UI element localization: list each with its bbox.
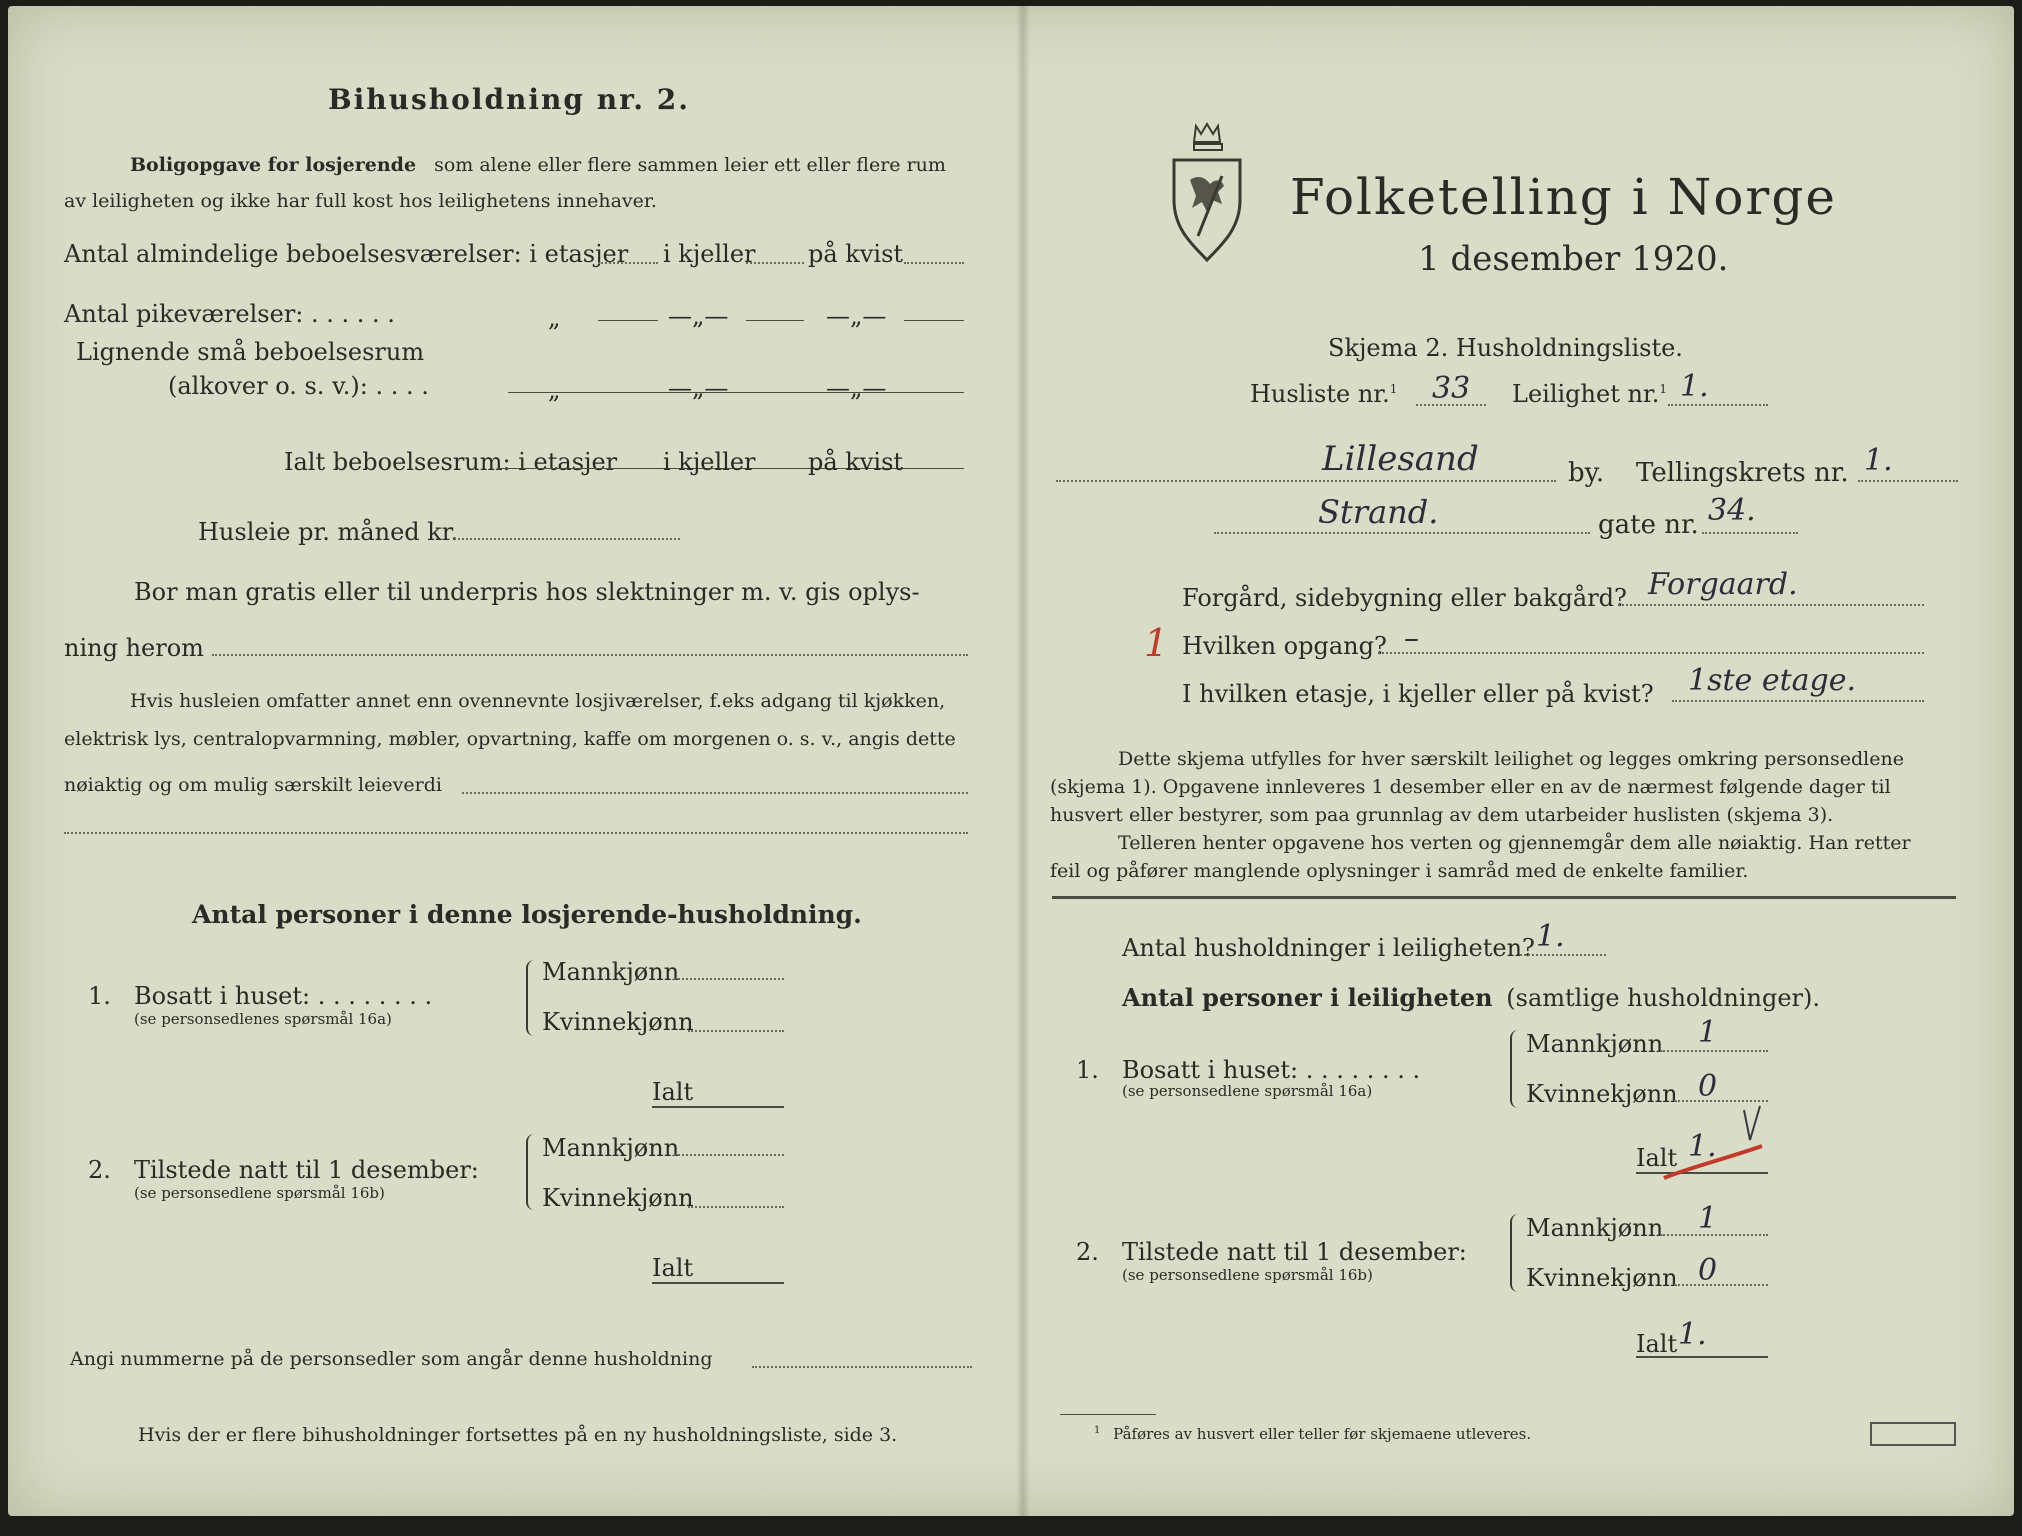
left-footer: Hvis der er flere bihusholdninger fortsettes på en ny husholdningsliste, side 3. [138,1424,898,1446]
right-q2-ialt-field[interactable] [1636,1356,1768,1358]
left-q1-brace [526,960,538,1036]
opgang-label: Hvilken opgang? [1182,632,1387,660]
right-q1-ialt-label: Ialt [1636,1144,1678,1172]
gate-field[interactable] [1214,532,1590,534]
left-antal-heading: Antal personer i denne losjerende-husholdning. [192,900,862,929]
bor-field[interactable] [212,654,968,656]
husleie-field[interactable] [454,538,680,540]
etasje-field[interactable] [1672,700,1924,702]
row-lignende-label-1: Lignende små beboelsesrum [76,338,425,366]
right-q1-brace [1510,1030,1522,1108]
right-q2-brace [1510,1214,1522,1292]
opgang-field[interactable] [1378,652,1924,654]
etasjer-field[interactable] [598,262,658,264]
right-q1-ialt-value: 1. [1688,1129,1717,1164]
intro-line2: av leiligheten og ikke har full kost hos leilighetens innehaver. [64,190,657,212]
paa-kvist-label: på kvist [808,448,904,476]
by-field[interactable] [1056,480,1556,482]
right-q2-label: Tilstede natt til 1 desember: [1122,1238,1467,1266]
antal-hush-field[interactable] [1520,954,1606,956]
ditto-mark: —„— [668,374,729,402]
gate-nr-field[interactable] [1702,532,1798,534]
right-q1-num: 1. [1076,1056,1099,1084]
by-label: by. [1568,458,1605,488]
right-footnote: $^1$ Påføres av husvert eller teller før skjemaene utleveres. [1094,1425,1532,1443]
right-q1-mann-value: 1 [1698,1015,1718,1050]
left-q2-num: 2. [88,1156,111,1184]
left-title: Bihusholdning nr. 2. [328,83,690,116]
right-q2-ialt-label: Ialt [1636,1330,1678,1358]
tellingskrets-label: Tellingskrets nr. [1636,458,1849,488]
leieverdi-field[interactable] [462,792,968,794]
left-q2-kvinne-field[interactable] [688,1206,784,1208]
kjeller-field[interactable] [746,262,804,264]
pike-etasjer-field[interactable] [598,320,658,321]
left-q1-label: Bosatt i huset: . . . . . . . . [134,982,433,1010]
check-mark-icon [1658,1102,1768,1182]
right-q1-mann-field[interactable] [1660,1050,1768,1052]
intro-line1: Boligopgave for losjerende som alene eller flere sammen leier ett eller flere rum [130,154,946,176]
right-q2-kvinne-field[interactable] [1674,1284,1768,1286]
etasje-value: 1ste etage. [1688,663,1857,698]
row-pikevaerelser-label: Antal pikeværelser: . . . . . . [64,300,395,328]
etasje-label: I hvilken etasje, i kjeller eller på kvist? [1182,680,1654,708]
bor-line1: Bor man gratis eller til underpris hos slektninger m. v. gis oplys- [134,578,920,606]
ditto-mark: „ [548,304,561,332]
right-q2-kvinne-value: 0 [1698,1253,1718,1288]
info-line3: husvert eller bestyrer, som paa grunnlag av dem utarbeider huslisten (skjema 3). [1050,804,1834,826]
pike-kvist-field[interactable] [904,320,964,321]
hvis-line3: nøiaktig og om mulig særskilt leieverdi [64,774,442,796]
right-q2-num: 2. [1076,1238,1099,1266]
leilighet-value: 1. [1680,369,1709,404]
angi-label: Angi nummerne på de personsedler som angår denne husholdning [70,1348,713,1370]
pike-kjeller-field[interactable] [746,320,804,321]
forgard-label: Forgård, sidebygning eller bakgård? [1182,584,1627,612]
husliste-label: Husliste nr.$^1$ [1250,380,1398,408]
gate-value: Strand. [1318,493,1439,531]
antal-hush-label: Antal husholdninger i leiligheten? [1122,934,1535,962]
left-q2-kvinne-label: Kvinnekjønn [542,1184,694,1212]
right-q2-sub: (se personsedlene spørsmål 16b) [1122,1266,1373,1284]
right-q1-label: Bosatt i huset: . . . . . . . . [1122,1056,1421,1084]
info-line4: Telleren henter opgavene hos verten og gjennemgår dem alle nøiaktig. Han retter [1118,832,1911,854]
forgard-value: Forgaard. [1648,567,1798,602]
left-q1-kvinne-field[interactable] [688,1030,784,1032]
info-line1: Dette skjema utfylles for hver særskilt leilighet og legges omkring personsedlene [1118,748,1904,770]
left-q2-brace [526,1134,538,1210]
opgang-value: – [1404,621,1419,656]
forgard-field[interactable] [1618,604,1924,606]
right-q1-kvinne-label: Kvinnekjønn [1526,1080,1678,1108]
left-q1-kvinne-label: Kvinnekjønn [542,1008,694,1036]
footnote-rule [1060,1414,1156,1415]
i-kjeller-label: i kjeller [663,240,756,268]
antal-hush-value: 1. [1536,919,1565,954]
leilighet-label: Leilighet nr.$^1$ [1512,380,1668,408]
tellingskrets-value: 1. [1864,443,1893,478]
left-q2-mann-label: Mannkjønn [542,1134,680,1162]
right-date: 1 desember 1920. [1418,239,1729,279]
page-fold [1016,6,1030,1516]
hvis-line2: elektrisk lys, centralopvarmning, møbler, opvartning, kaffe om morgenen o. s. v., angis dette [64,728,956,750]
husleie-label: Husleie pr. måned kr. [198,518,459,546]
paa-kvist-label: på kvist [808,240,904,268]
leieverdi-extra-field[interactable] [64,832,968,834]
hvis-line1: Hvis husleien omfatter annet enn ovennevnte losjiværelser, f.eks adgang til kjøkken, [130,690,946,712]
ditto-mark: „ [548,376,561,404]
right-q2-mann-label: Mannkjønn [1526,1214,1664,1242]
left-q1-sub: (se personsedlenes spørsmål 16a) [134,1010,392,1028]
by-value: Lillesand [1322,439,1479,479]
left-q2-sub: (se personsedlene spørsmål 16b) [134,1184,385,1202]
left-q1-mann-field[interactable] [674,978,784,980]
ditto-mark: —„— [826,302,887,330]
section-divider [1052,896,1956,899]
i-kjeller-label: i kjeller [663,448,756,476]
kvist-field[interactable] [904,262,964,264]
ditto-mark: —„— [826,374,887,402]
lignende-field[interactable] [508,392,964,393]
right-q2-kvinne-label: Kvinnekjønn [1526,1264,1678,1292]
right-title: Folketelling i Norge [1290,168,1837,226]
census-form-sheet [8,6,2014,1516]
antal-pers-heading: Antal personer i leiligheten (samtlige husholdninger). [1122,983,1821,1012]
left-q2-label: Tilstede natt til 1 desember: [134,1156,479,1184]
left-q2-ialt-field[interactable] [652,1282,784,1284]
right-q1-mann-label: Mannkjønn [1526,1030,1664,1058]
tellingskrets-field[interactable] [1858,480,1958,482]
ditto-mark: —„— [668,302,729,330]
left-q2-mann-field[interactable] [674,1154,784,1156]
gate-label: gate nr. [1598,510,1699,540]
bor-line2: ning herom [64,634,204,662]
left-q1-num: 1. [88,982,111,1010]
angi-field[interactable] [752,1366,972,1368]
leilighet-field[interactable] [1668,404,1768,406]
skjema-label: Skjema 2. Husholdningsliste. [1328,334,1683,362]
info-line2: (skjema 1). Opgavene innleveres 1 desember eller en av de nærmest følgende dager til [1050,776,1891,798]
gate-nr-value: 34. [1708,493,1756,528]
right-q2-mann-value: 1 [1698,1201,1718,1236]
left-q1-mann-label: Mannkjønn [542,958,680,986]
norway-coat-of-arms-icon [1168,120,1246,270]
left-q2-ialt-label: Ialt [652,1254,694,1282]
husliste-value: 33 [1432,371,1471,406]
row-ialt-label: Ialt beboelsesrum: i etasjer [284,448,618,476]
left-q1-ialt-field[interactable] [652,1106,784,1108]
info-line5: feil og påfører manglende oplysninger i samråd med de enkelte familier. [1050,860,1749,882]
printer-stamp [1870,1422,1956,1446]
left-q1-ialt-label: Ialt [652,1078,694,1106]
row-antal-almindelige-label: Antal almindelige beboelsesværelser: i etasjer [64,240,629,268]
margin-mark: 1 [1144,621,1169,665]
right-q1-kvinne-value: 0 [1698,1069,1718,1104]
row-lignende-label-2: (alkover o. s. v.): . . . . [168,372,429,400]
right-q2-ialt-value: 1. [1678,1317,1707,1352]
right-q1-sub: (se personsedlene spørsmål 16a) [1122,1082,1373,1100]
